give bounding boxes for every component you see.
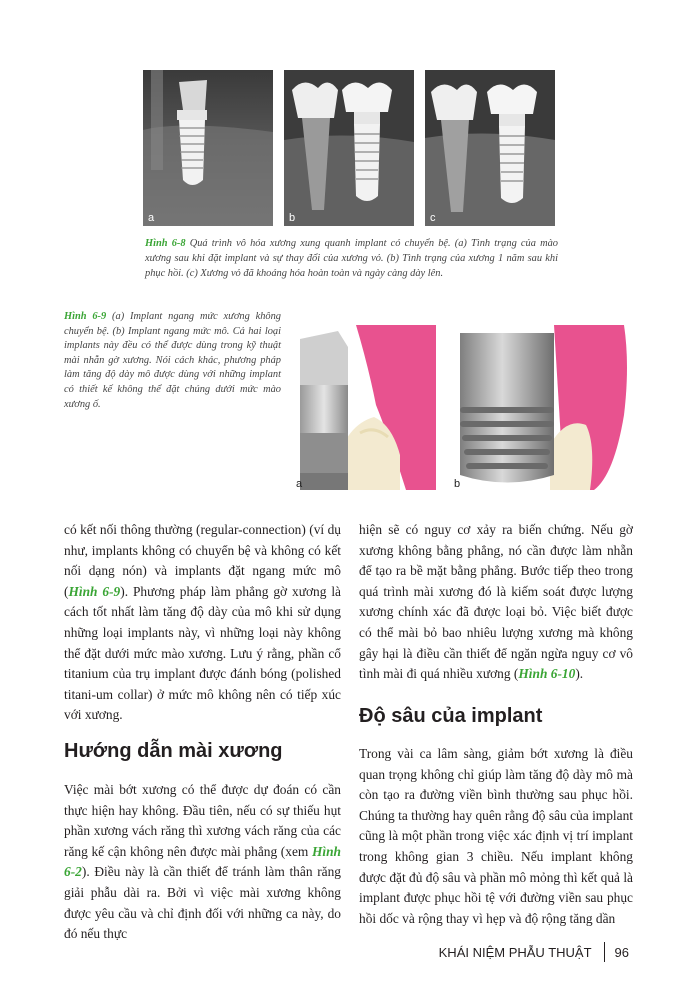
illustration-panel-a <box>296 325 436 490</box>
xray-panel-c <box>425 70 555 226</box>
panel-letter-a: a <box>296 478 303 490</box>
figure-reference: Hình 6-2 <box>64 843 341 880</box>
paragraph-text: có kết nối thông thường (regular-connection) (ví dụ như, implants không có chuyển bệ và không có kết nối dạng nón) và implants đặt ngang mức mô ( <box>64 522 341 599</box>
footer-divider <box>604 942 605 962</box>
left-column <box>64 520 341 726</box>
paragraph <box>64 780 341 945</box>
paragraph-text: hiện sẽ có nguy cơ xảy ra biến chứng. Nếu gờ xương không bằng phẳng, nó cần được làm nhẵn để tạo ra bề mặt bằng phẳng. Bước tiếp theo trong quá trình mài xương đó là kiếm soát được lượng xương chính xác đã được loại bỏ. Việc biết được có thể mài bỏ bao nhiêu lượng xương mà không gây hại là điều cần thiết để ngăn ngừa nguy cơ vô tình mài đi quá nhiều xương ( <box>359 522 633 682</box>
section-heading-left: Hướng dẫn mài xương <box>64 740 283 762</box>
implant-illustration-a <box>296 325 436 490</box>
paragraph: Trong vài ca lâm sàng, giảm bớt xương là điều quan trọng không chỉ giúp làm tăng độ dày mô mà còn tạo ra đường viền bình thường sau phục hồi. Chúng ta thường hay quên rằng độ sâu của implant cũng là một phần trong việc xác định vị trí implant trong không gian 3 chiều. Nếu implant không được đặt đủ độ sâu và phần mô mỏng thì kết quả là implant được phục hồi tệ với đường viền sau phục hồi dốc và rộng thay vì hẹp và độ rộng tăng dần <box>359 746 633 926</box>
panel-letter-b: b <box>454 478 461 490</box>
paragraph <box>359 520 633 685</box>
illustration-panel-b <box>454 325 634 490</box>
xray-image-c <box>425 70 555 226</box>
right-column <box>359 520 633 685</box>
xray-panel-b <box>284 70 414 226</box>
left-column-part-2 <box>64 780 341 945</box>
caption-text: Quá trình vô hóa xương xung quanh implant có chuyển bệ. (a) Tình trạng của mào xương sau khi đặt implant và sự thay đổi của xương vỏ. (b) Tình trạng của xương 1 năm sau khi phục hồi. (c) Xương vỏ đã khoáng hóa hoàn toàn và ngày càng dày lên. <box>145 238 558 279</box>
running-title: KHÁI NIỆM PHẪU THUẬT <box>438 944 592 960</box>
panel-letter-c: c <box>430 212 436 224</box>
paragraph-text: ). Điều này là cần thiết để tránh làm thân răng giải phẫu dài ra. Bởi vì việc mài xương không được yêu cầu và chỉ định đối với những ca này, do đó nếu thực <box>64 864 341 942</box>
page-number: 96 <box>614 944 629 960</box>
caption-text: (a) Implant ngang mức xương không chuyển bệ. (b) Implant ngang mức mô. Cả hai loại implants này đều có thể được dùng trong kỹ thuật mài nhẵn gờ xương. Nói cách khác, phương pháp làm tăng độ dày mô được dùng với những implant có thiết kế không thể đặt chúng dưới mức mào xương ố. <box>64 311 281 410</box>
figure-6-8-caption <box>145 236 558 281</box>
figure-label: Hình 6-9 <box>64 311 107 322</box>
panel-letter-a: a <box>148 212 155 224</box>
page-footer <box>439 942 629 962</box>
implant-illustration-b <box>454 325 634 490</box>
section-heading-right: Độ sâu của implant <box>359 705 543 727</box>
right-column-part-2 <box>359 744 633 929</box>
paragraph-text: ). <box>575 666 584 682</box>
figure-6-9-caption <box>64 310 281 412</box>
paragraph-text: ). Phương pháp làm phẳng gờ xương là cách tốt nhất làm tăng độ dày của mô khi sử dụng những loại implants này, vì những loại này không thể đặt dưới mức mào xương. Lưu ý rằng, phần cổ titanium của trụ implant được đánh bóng (polished titani-um collar) ở mức mô không nên có tiếp xúc với xương. <box>64 583 341 723</box>
figure-label: Hình 6-8 <box>145 238 186 249</box>
paragraph <box>64 520 341 726</box>
xray-image-b <box>284 70 414 226</box>
xray-image-a <box>143 70 273 226</box>
xray-panel-a <box>143 70 273 226</box>
figure-reference: Hình 6-10 <box>518 666 576 682</box>
panel-letter-b: b <box>289 212 296 224</box>
figure-reference: Hình 6-9 <box>68 583 121 599</box>
paragraph-text: Việc mài bớt xương có thể được dự đoán có cần thực hiện hay không. Đầu tiên, nếu có sự thiếu hụt phần xương vách răng thì xương vách răng của các răng kế cận không nên được mài phẳng (xem <box>64 782 341 859</box>
